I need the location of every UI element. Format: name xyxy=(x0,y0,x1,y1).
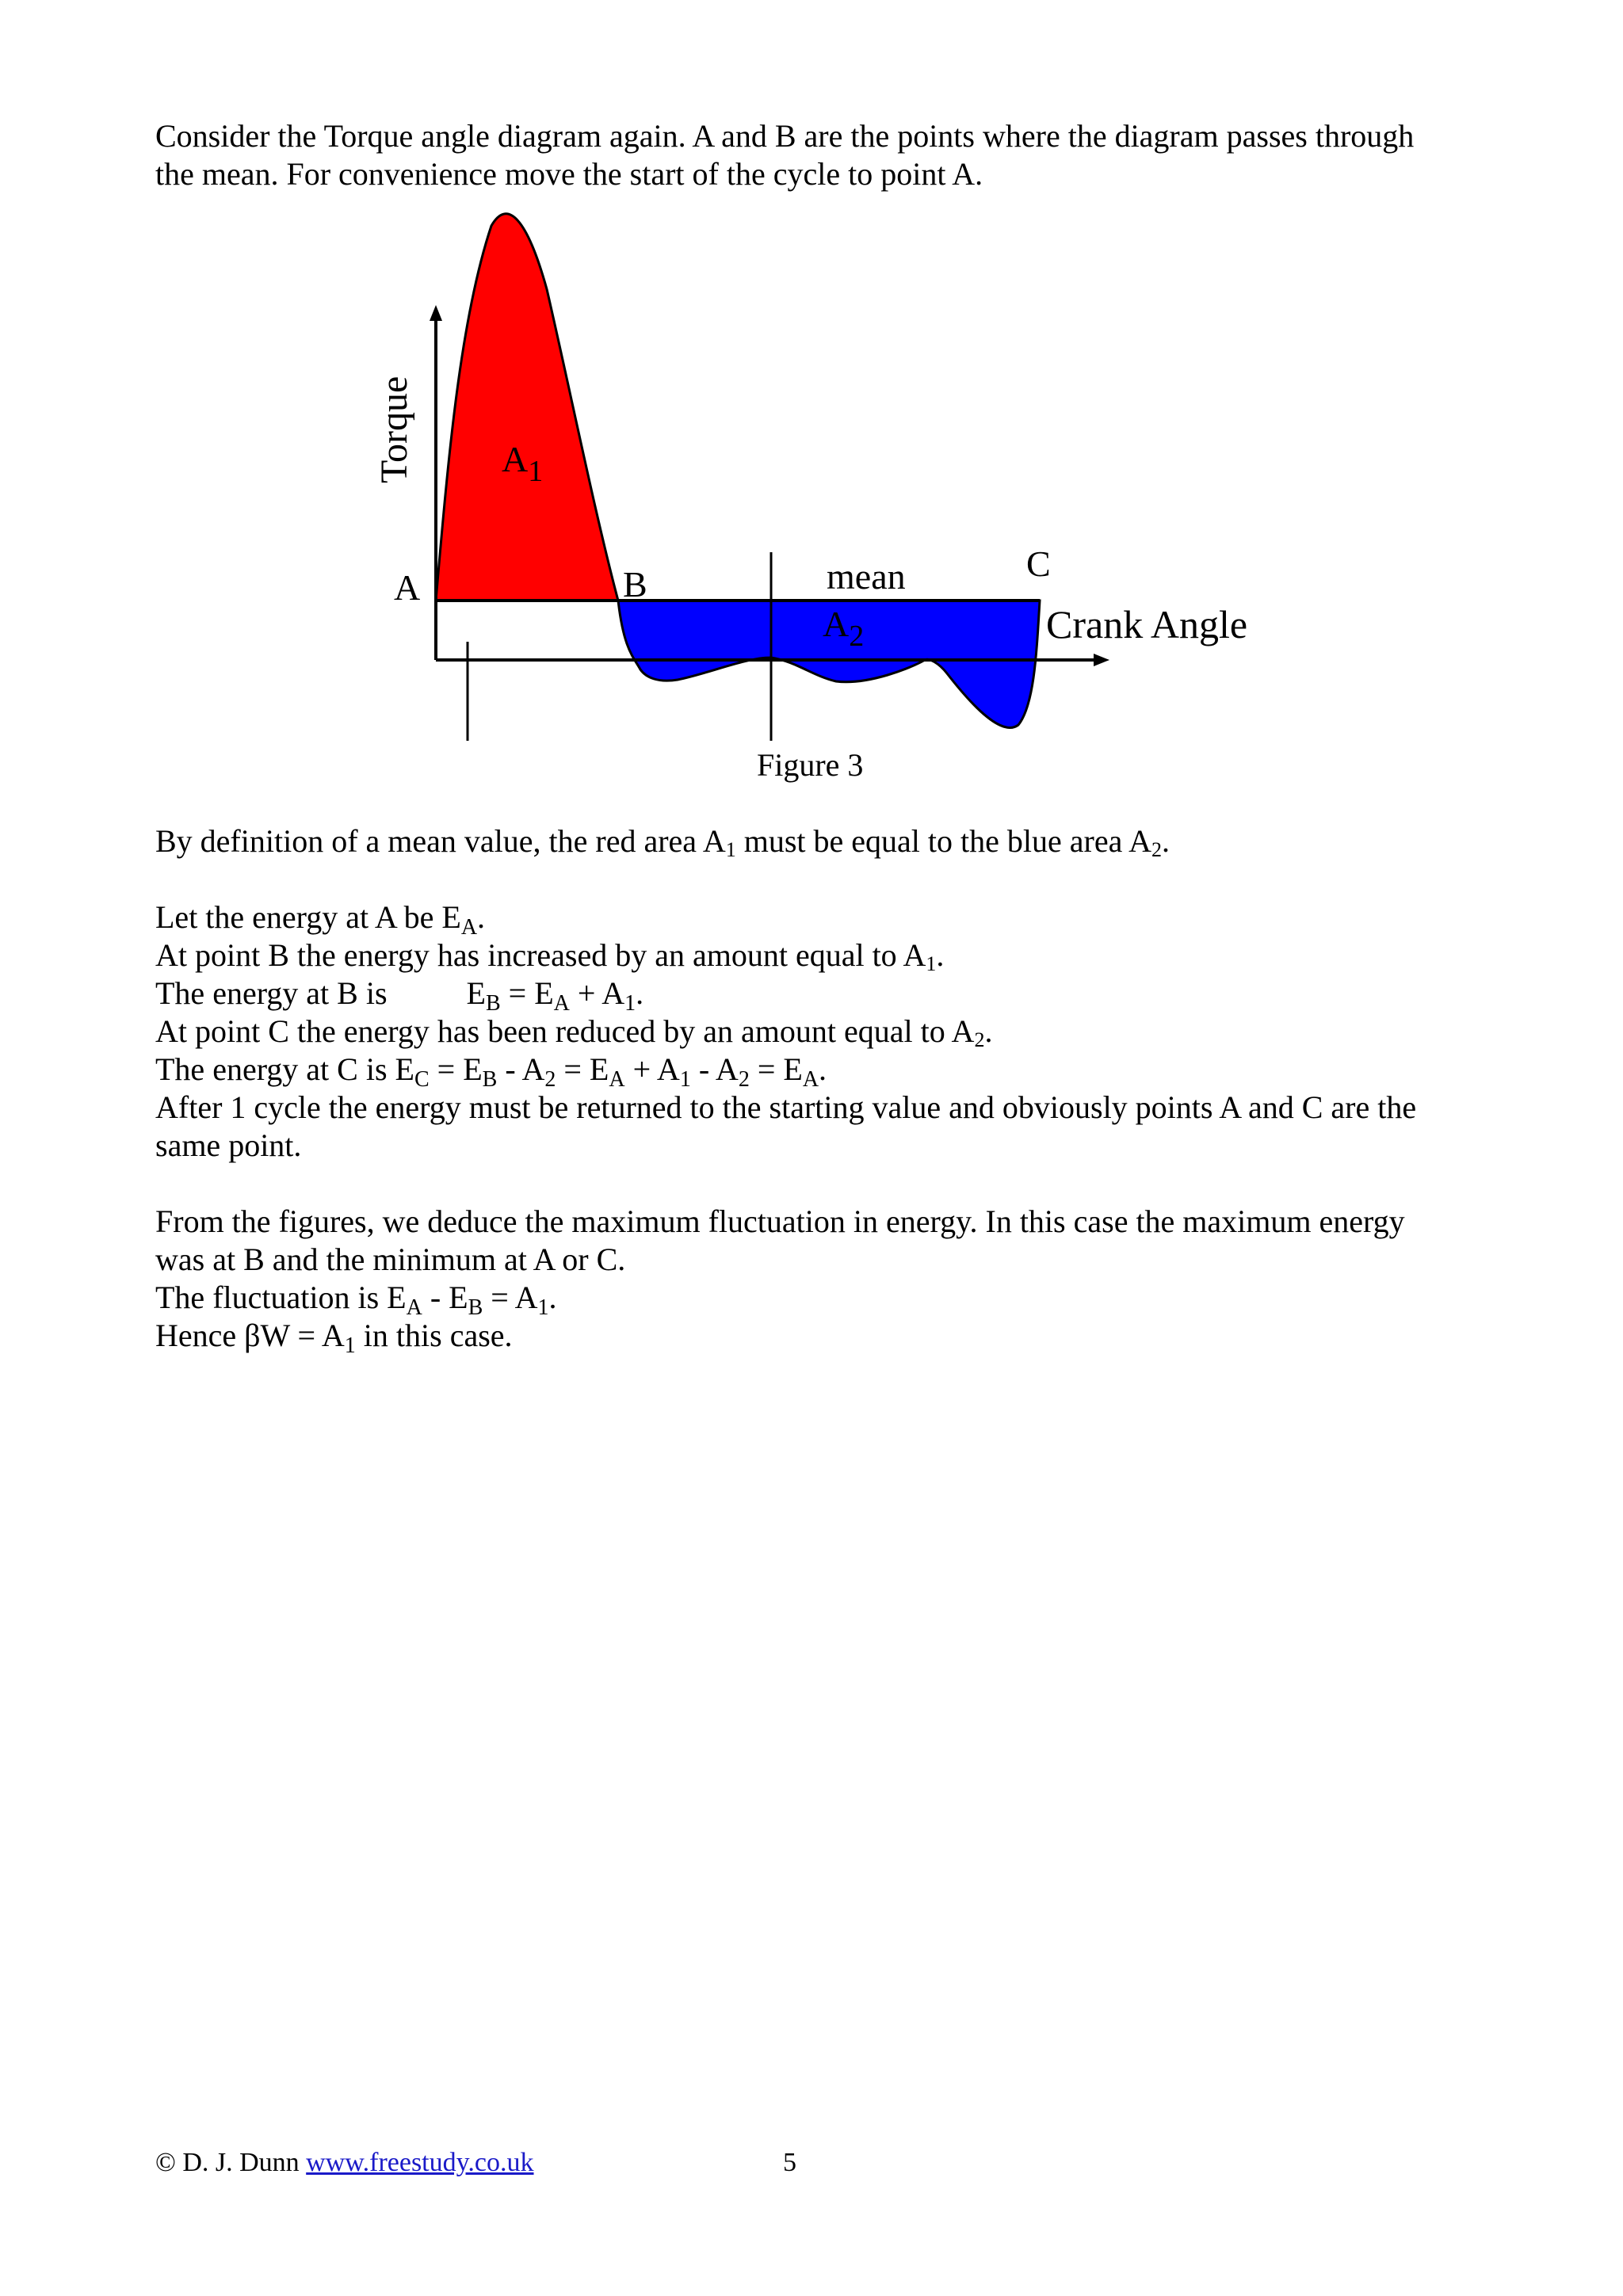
conclusion-line-4: Hence $\beta W = A_1$ in this case. xyxy=(155,1318,513,1358)
intro-line-2: the mean. For convenience move the start of the cycle to point A. xyxy=(155,156,983,192)
point-b-label: B xyxy=(623,564,647,605)
energy-line-1: Let the energy at A be $E_A$. xyxy=(155,899,486,940)
energy-line-7: same point. xyxy=(155,1127,302,1163)
mean-label: mean xyxy=(827,556,906,597)
y-axis-arrow xyxy=(430,305,442,321)
intro-line-1: Consider the Torque angle diagram again. A and B are the points where the diagram passes through xyxy=(155,118,1415,154)
freestudy-link[interactable]: www.freestudy.co.uk xyxy=(306,2148,534,2177)
point-a-label: A xyxy=(394,567,421,608)
footer-author: © D. J. Dunn xyxy=(155,2148,307,2177)
area-a2-label: $A_2$ xyxy=(823,604,865,653)
conclusion-line-1: From the figures, we deduce the maximum fluctuation in energy. In this case the maximum energy xyxy=(155,1203,1405,1239)
conclusion-line-3: The fluctuation is $E_A - E_B = A_1$. xyxy=(155,1280,557,1320)
energy-line-6: After 1 cycle the energy must be returned to the starting value and obviously points A and C are the xyxy=(155,1089,1417,1125)
energy-line-4: At point C the energy has been reduced by an amount equal to A2. xyxy=(155,1013,993,1051)
x-axis-arrow xyxy=(1094,654,1109,666)
energy-line-5: The energy at C is $E_C = E_B - A_2 = E_A + A_1 - A_2 = E_A$. xyxy=(155,1051,827,1092)
mean-definition-text: By definition of a mean value, the red area A1 must be equal to the blue area A2. xyxy=(155,823,1170,861)
torque-angle-diagram xyxy=(329,210,1312,765)
energy-line-3: The energy at B is $E_B = E_A + A_1$. xyxy=(155,975,644,1016)
point-c-label: C xyxy=(1026,543,1051,584)
torque-axis-label: Torque xyxy=(373,376,415,483)
area-a1-label: $A_1$ xyxy=(502,439,544,488)
conclusion-line-2: was at B and the minimum at A or C. xyxy=(155,1241,626,1277)
crank-angle-axis-label: Crank Angle xyxy=(1046,602,1248,646)
page-number: 5 xyxy=(783,2148,796,2177)
figure-caption: Figure 3 xyxy=(757,747,864,783)
area-a1-red xyxy=(436,214,618,601)
footer-credit xyxy=(155,2147,534,2179)
energy-line-2: At point B the energy has increased by an amount equal to A1. xyxy=(155,937,945,975)
